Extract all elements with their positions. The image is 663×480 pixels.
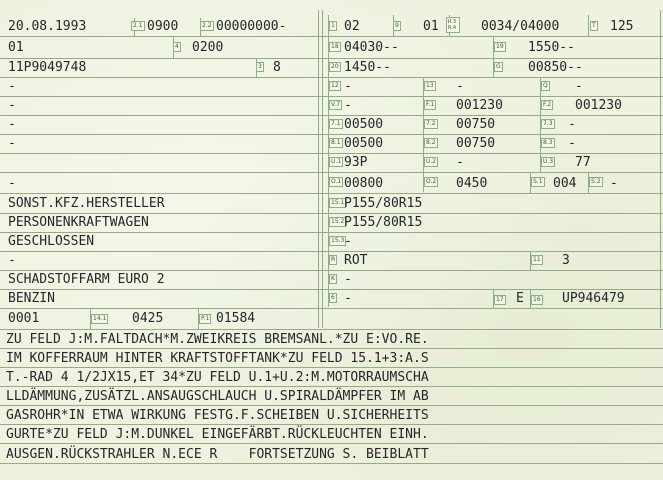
field-code-18: 18	[331, 43, 339, 50]
vehicle-color: ROT	[344, 253, 368, 268]
dash-value: -	[8, 253, 16, 268]
field-2-2-value: 00000000-	[216, 19, 287, 34]
field-s1-value: 004	[553, 176, 577, 191]
field-code-p-1: P.1	[201, 315, 210, 322]
field-3-value: 8	[273, 60, 281, 75]
field-code-u3: U.3	[543, 158, 554, 165]
body-type: GESCHLOSSEN	[8, 234, 95, 249]
field-code-2-2: 2.2	[202, 22, 212, 29]
field-code-12: 12	[331, 82, 339, 89]
remarks-line: T.-RAD 4 1/2JX15,ET 34*ZU FELD U.1+U.2:M.MOTORRAUMSCHA	[6, 370, 429, 385]
field-code-k: K	[331, 275, 335, 282]
field-code-2-1: 2.1	[133, 22, 143, 29]
field-8-2-value: 00750	[456, 136, 496, 151]
remarks-line: ZU FELD J:M.FALTDACH*M.ZWEIKREIS BREMSANL.*ZU E:VO.RE.	[6, 332, 429, 347]
field-13-value: -	[456, 79, 464, 94]
field-code-q: Q	[543, 82, 548, 89]
field-code-f2: F.2	[543, 101, 552, 108]
field-code-1: 1	[331, 22, 335, 29]
field-1-value: 02	[344, 19, 360, 34]
field-code-8-1: 8.1	[331, 139, 341, 146]
field-code-11: 11	[533, 256, 541, 263]
manufacturer: SONST.KFZ.HERSTELLER	[8, 196, 165, 211]
field-code-20: 20	[331, 63, 339, 70]
field-r3-r4-value: 0034/04000	[481, 19, 560, 34]
field-8-3-value: -	[568, 136, 576, 151]
field-q-value: -	[575, 79, 583, 94]
field-code-16: 16	[533, 296, 541, 303]
vehicle-type: PERSONENKRAFTWAGEN	[8, 215, 149, 230]
field-code-15-1: 15.1	[331, 199, 345, 206]
field-code-8-2: 8.2	[426, 139, 436, 146]
tyre-size-front: P155/80R15	[344, 196, 423, 211]
displacement-value: 01584	[216, 311, 256, 326]
field-code-r3-r4: R.3 R.4	[446, 17, 460, 33]
field-code-o1: O.1	[331, 178, 342, 185]
field-code-17: 17	[496, 296, 504, 303]
dash-value: -	[8, 79, 16, 94]
field-7-3-value: -	[568, 117, 576, 132]
dash-value: -	[8, 98, 16, 113]
field-v7-value: -	[344, 98, 352, 113]
remarks-line: LLDÄMMUNG,ZUSÄTZL.ANSAUGSCHLAUCH U.SPIRALDÄMPFER IM AB	[6, 389, 429, 404]
field-o1-value: 00800	[344, 176, 384, 191]
field-f1-value: 001230	[456, 98, 503, 113]
field-f2-value: 001230	[575, 98, 622, 113]
field-code-7-1: 7.1	[331, 120, 341, 127]
field-14-1-value: 0425	[132, 311, 164, 326]
field-code-3: 3	[258, 63, 262, 70]
field-s2-value: -	[610, 176, 618, 191]
remarks-line: GURTE*ZU FELD J:M.DUNKEL EINGEFÄRBT.RÜCKLEUCHTEN EINH.	[6, 427, 429, 442]
field-code-o2: O.2	[426, 178, 437, 185]
dash-value: -	[8, 117, 16, 132]
field-code-u1: U.1	[331, 158, 342, 165]
field-6-value: -	[344, 291, 352, 306]
field-20-value: 1450--	[344, 60, 391, 75]
field-code-15-3: 15.3	[331, 237, 345, 244]
remarks-line: IM KOFFERRAUM HINTER KRAFTSTOFFTANK*ZU FELD 15.1+3:A.S	[6, 351, 429, 366]
field-code-19: 19	[496, 43, 504, 50]
field-16-value: UP946479	[562, 291, 625, 306]
field-g-value: 00850--	[528, 60, 583, 75]
field-code-s2: S.2	[591, 178, 601, 185]
field-code-r: R	[331, 256, 336, 263]
field-k-value: -	[344, 272, 352, 287]
field-code-13: 13	[426, 82, 434, 89]
issue-date: 20.08.1993	[8, 19, 87, 34]
field-11-value: 3	[562, 253, 570, 268]
field-19-value: 1550--	[528, 40, 575, 55]
fuel-type: BENZIN	[8, 291, 55, 306]
field-2-1-value: 0900	[147, 19, 179, 34]
field-code-14-1: 14.1	[93, 315, 107, 322]
field-code-7-3: 7.3	[543, 120, 553, 127]
field-code-4: 4	[175, 43, 179, 50]
field-u3-value: 77	[575, 155, 591, 170]
field-9-value: 01	[423, 19, 439, 34]
field-t-value: 125	[610, 19, 634, 34]
field-code-8-3: 8.3	[543, 139, 553, 146]
remarks-line: GASROHR*IN ETWA WIRKUNG FESTG.F.SCHEIBEN U.SICHERHEITS	[6, 408, 429, 423]
field-code-9: 9	[395, 22, 399, 29]
field-7-1-value: 00500	[344, 117, 384, 132]
field-12-value: -	[344, 79, 352, 94]
field-value: 0001	[8, 311, 40, 326]
field-8-1-value: 00500	[344, 136, 384, 151]
field-code-f1: F.1	[426, 101, 435, 108]
field-o2-value: 0450	[456, 176, 488, 191]
field-code-v7: V.7	[331, 101, 341, 108]
field-u2-value: -	[456, 155, 464, 170]
field-code-s1: S.1	[533, 178, 543, 185]
field-value: 01	[8, 40, 24, 55]
field-code-6: 6	[331, 294, 335, 301]
field-18-value: 04030--	[344, 40, 399, 55]
field-u1-value: 93P	[344, 155, 368, 170]
field-code-g: G	[496, 63, 501, 70]
field-code-u2: U.2	[426, 158, 437, 165]
vehicle-id-number: 11P9049748	[8, 60, 87, 75]
field-4-value: 0200	[192, 40, 224, 55]
emission-class: SCHADSTOFFARM EURO 2	[8, 272, 165, 287]
field-code-t: T	[592, 22, 596, 29]
field-code-15-2: 15.2	[331, 218, 345, 225]
dash-value: -	[8, 176, 16, 191]
field-code-7-2: 7.2	[426, 120, 436, 127]
field-7-2-value: 00750	[456, 117, 496, 132]
field-15-3-value: -	[344, 234, 352, 249]
tyre-size-rear: P155/80R15	[344, 215, 423, 230]
remarks-line: AUSGEN.RÜCKSTRAHLER N.ECE R FORTSETZUNG S. BEIBLATT	[6, 447, 429, 462]
dash-value: -	[8, 136, 16, 151]
field-17-value: E	[516, 291, 524, 306]
